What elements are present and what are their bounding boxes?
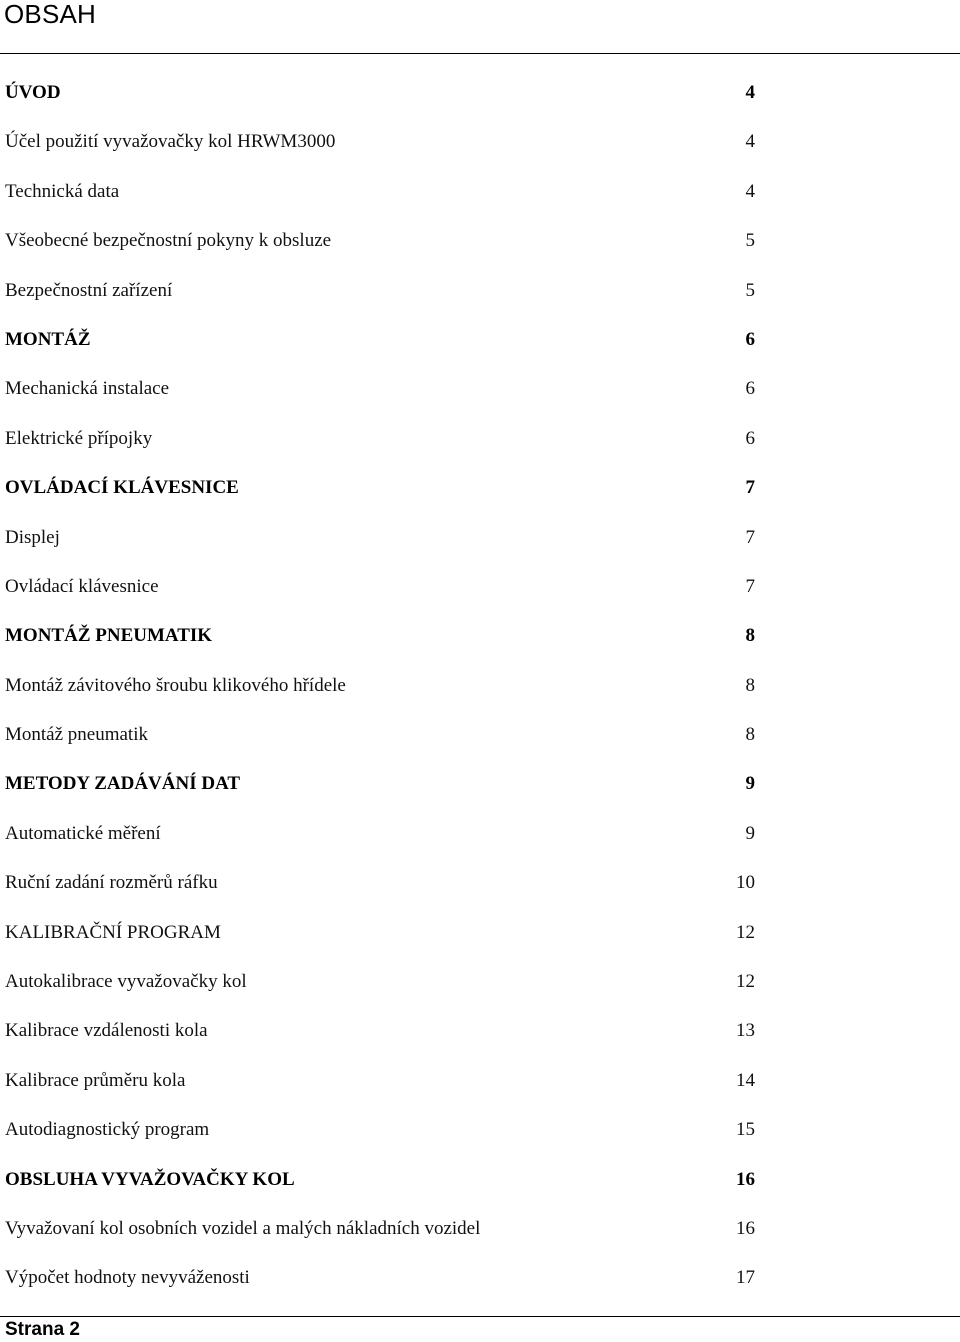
toc-entry-title: Všeobecné bezpečnostní pokyny k obsluze xyxy=(5,230,332,252)
toc-entry-title: Kalibrace průměru kola xyxy=(5,1069,186,1091)
toc-entry-title: Mechanická instalace xyxy=(5,378,170,400)
toc-entry[interactable] xyxy=(0,425,960,474)
toc-entry[interactable] xyxy=(0,622,960,671)
toc-entry-title: MONTÁŽ PNEUMATIK xyxy=(5,625,213,647)
toc-entry-title: Výpočet hodnoty nevyváženosti xyxy=(5,1267,250,1289)
toc-entry-page-number: 16 xyxy=(736,1217,755,1239)
toc-entry-page-number: 8 xyxy=(745,724,755,746)
toc-entry-title: Montáž pneumatik xyxy=(5,724,148,746)
toc-entry[interactable] xyxy=(0,227,960,276)
toc-entry-title: METODY ZADÁVÁNÍ DAT xyxy=(5,773,241,795)
toc-entry-title: Montáž závitového šroubu klikového hřídele xyxy=(5,674,346,696)
toc-entry[interactable] xyxy=(0,1116,960,1165)
toc-entry[interactable] xyxy=(0,375,960,424)
toc-entry[interactable] xyxy=(0,869,960,918)
toc-entry-page-number: 12 xyxy=(736,921,755,943)
toc-entry-title: OBSLUHA VYVAŽOVAČKY KOL xyxy=(5,1168,295,1190)
toc-entry-page-number: 4 xyxy=(745,131,755,153)
toc-entry[interactable] xyxy=(0,1067,960,1116)
toc-entry-page-number: 7 xyxy=(745,526,755,548)
toc-entry[interactable] xyxy=(0,1166,960,1215)
toc-entry-page-number: 7 xyxy=(745,575,755,597)
toc-entry-title: KALIBRAČNÍ PROGRAM xyxy=(5,921,221,943)
toc-entry-title: Ruční zadání rozměrů ráfku xyxy=(5,872,218,894)
toc-entry-page-number: 6 xyxy=(745,378,755,400)
toc-entry[interactable] xyxy=(0,820,960,869)
toc-entry[interactable] xyxy=(0,1264,960,1313)
toc-entry-title: Vyvažovaní kol osobních vozidel a malých nákladních vozidel xyxy=(5,1217,481,1239)
table-of-contents xyxy=(0,79,960,1314)
heading-divider xyxy=(0,53,960,54)
toc-entry[interactable] xyxy=(0,178,960,227)
toc-entry[interactable] xyxy=(0,326,960,375)
toc-entry[interactable] xyxy=(0,721,960,770)
toc-entry-page-number: 4 xyxy=(745,180,755,202)
toc-entry-page-number: 5 xyxy=(745,279,755,301)
toc-entry-page-number: 6 xyxy=(745,328,755,350)
toc-entry-page-number: 9 xyxy=(745,773,755,795)
toc-entry-title: Účel použití vyvažovačky kol HRWM3000 xyxy=(5,131,336,153)
toc-entry[interactable] xyxy=(0,474,960,523)
toc-entry-title: Kalibrace vzdálenosti kola xyxy=(5,1020,208,1042)
toc-entry[interactable] xyxy=(0,672,960,721)
page-number-footer: Strana 2 xyxy=(5,1319,80,1340)
toc-entry-title: Elektrické přípojky xyxy=(5,427,153,449)
toc-entry[interactable] xyxy=(0,770,960,819)
toc-entry-page-number: 4 xyxy=(745,82,755,103)
toc-entry-page-number: 14 xyxy=(736,1069,755,1091)
toc-entry-page-number: 13 xyxy=(736,1020,755,1042)
toc-entry-page-number: 6 xyxy=(745,427,755,449)
toc-entry-page-number: 12 xyxy=(736,971,755,993)
toc-entry-page-number: 16 xyxy=(736,1168,755,1190)
toc-entry[interactable] xyxy=(0,968,960,1017)
toc-entry[interactable] xyxy=(0,79,960,128)
toc-entry-title: Autokalibrace vyvažovačky kol xyxy=(5,971,247,993)
toc-entry[interactable] xyxy=(0,524,960,573)
toc-entry-title: ÚVOD xyxy=(5,82,61,103)
toc-entry-page-number: 8 xyxy=(745,674,755,696)
toc-entry-page-number: 5 xyxy=(745,230,755,252)
toc-entry-title: Bezpečnostní zařízení xyxy=(5,279,173,301)
toc-entry-title: Automatické měření xyxy=(5,822,161,844)
toc-entry[interactable] xyxy=(0,573,960,622)
toc-entry-title: Autodiagnostický program xyxy=(5,1119,210,1141)
toc-entry[interactable] xyxy=(0,919,960,968)
toc-entry[interactable] xyxy=(0,277,960,326)
toc-entry[interactable] xyxy=(0,128,960,177)
toc-entry[interactable] xyxy=(0,1017,960,1066)
page-title: OBSAH xyxy=(4,0,97,29)
toc-entry-page-number: 7 xyxy=(745,477,755,499)
toc-entry-title: Technická data xyxy=(5,180,120,202)
toc-entry-page-number: 8 xyxy=(745,625,755,647)
toc-entry-page-number: 10 xyxy=(736,872,755,894)
toc-entry-title: Ovládací klávesnice xyxy=(5,575,159,597)
footer-divider xyxy=(0,1316,960,1317)
toc-entry-page-number: 15 xyxy=(736,1119,755,1141)
toc-entry-title: Displej xyxy=(5,526,60,548)
toc-entry-page-number: 9 xyxy=(745,822,755,844)
toc-entry-title: OVLÁDACÍ KLÁVESNICE xyxy=(5,477,239,499)
toc-entry-page-number: 17 xyxy=(736,1267,755,1289)
toc-entry-title: MONTÁŽ xyxy=(5,328,91,350)
toc-entry[interactable] xyxy=(0,1215,960,1264)
